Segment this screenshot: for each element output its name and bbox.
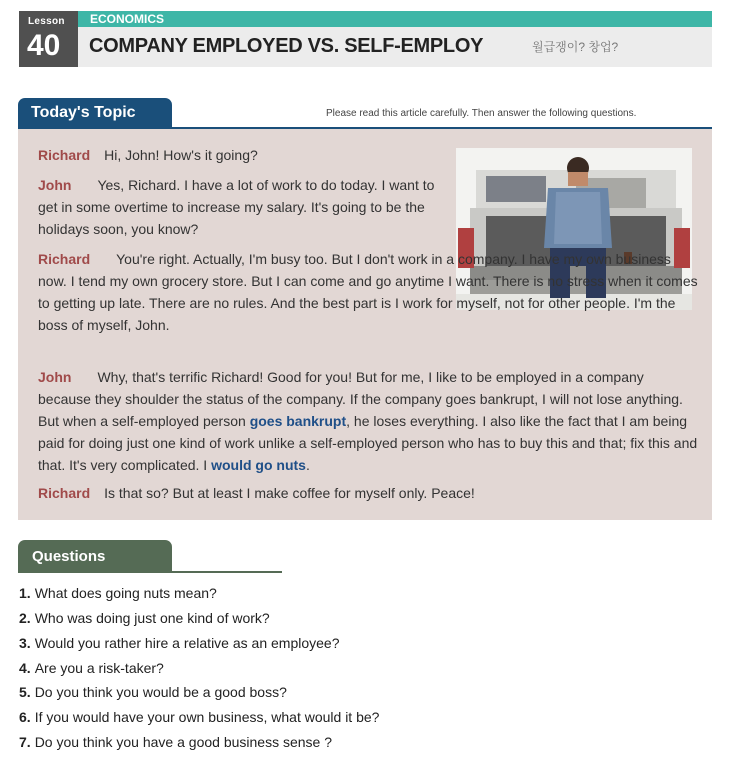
- dialogue-text: Why, that's terrific Richard! Good for you! But for me, I like to be employed in a company because they shoulder the status of the company. If the company goes bankrupt, I will not lose anything. But when a self-employed person: [38, 369, 683, 429]
- question-number: 3.: [19, 635, 31, 651]
- question-number: 2.: [19, 610, 31, 626]
- dialogue-text: Is that so? But at least I make coffee for myself only. Peace!: [104, 485, 475, 501]
- question-number: 4.: [19, 660, 31, 676]
- question-text: What does going nuts mean?: [34, 585, 217, 601]
- category-bar: [78, 11, 712, 27]
- question-text: Do you think you have a good business sense ?: [34, 734, 332, 750]
- question-item: [19, 660, 164, 676]
- question-item: [19, 610, 270, 626]
- speaker-name: Richard: [38, 147, 91, 163]
- question-item: [19, 585, 217, 601]
- lesson-word: Lesson: [28, 16, 65, 27]
- topic-tab-label: Today's Topic: [31, 104, 136, 121]
- dialogue-line-5: [38, 482, 698, 504]
- questions-tab-label: Questions: [32, 548, 106, 565]
- speaker-name: John: [38, 369, 72, 385]
- question-item: [19, 635, 340, 651]
- question-text: Do you think you would be a good boss?: [34, 684, 287, 700]
- question-text: Would you rather hire a relative as an employee?: [34, 635, 340, 651]
- dialogue-line-3: [38, 248, 698, 336]
- dialogue-line-2: [38, 174, 450, 240]
- question-text: Who was doing just one kind of work?: [34, 610, 270, 626]
- keyword-would-go-nuts: would go nuts: [211, 457, 306, 473]
- dialogue-text: Hi, John! How's it going?: [104, 147, 258, 163]
- question-text: If you would have your own business, what would it be?: [34, 709, 380, 725]
- speaker-name: Richard: [38, 251, 91, 267]
- question-item: [19, 684, 287, 700]
- question-item: [19, 734, 332, 750]
- dialogue-line-4: [38, 366, 698, 476]
- lesson-number: 40: [27, 29, 61, 62]
- question-number: 5.: [19, 684, 31, 700]
- dialogue-text: Yes, Richard. I have a lot of work to do today. I want to get in some overtime to increase my salary. It's going to be the holidays soon, you know?: [38, 177, 435, 237]
- lesson-badge: [19, 11, 78, 67]
- dialogue-text: .: [305, 457, 310, 473]
- category-label: ECONOMICS: [90, 12, 165, 26]
- dialogue-text: , he loses everything. I also like the fact that I am being paid for doing just one kind of work unlike a self-employed person who has to buy this and that; fix this and that. It's very complicated. I: [38, 413, 698, 473]
- speaker-name: Richard: [38, 485, 91, 501]
- page-title-korean: 월급쟁이? 창업?: [532, 40, 619, 54]
- reading-instruction: Please read this article carefully. Then answer the following questions.: [326, 108, 637, 119]
- page-title: COMPANY EMPLOYED VS. SELF-EMPLOY: [89, 35, 484, 57]
- question-number: 6.: [19, 709, 31, 725]
- question-number: 1.: [19, 585, 31, 601]
- keyword-goes-bankrupt: goes bankrupt: [249, 413, 347, 429]
- question-number: 7.: [19, 734, 31, 750]
- dialogue-text: You're right. Actually, I'm busy too. But I don't work in a company. I have my own business now. I tend my own grocery store. But I can come and go anytime I want. There is no stress when it comes to getting up late. There are no rules. And the best part is I work for myself, not for other people. I'm the boss of myself, John.: [38, 251, 698, 333]
- questions-divider: [18, 571, 282, 573]
- question-text: Are you a risk-taker?: [34, 660, 164, 676]
- speaker-name: John: [38, 177, 72, 193]
- dialogue-line-1: [38, 144, 698, 166]
- question-item: [19, 709, 379, 725]
